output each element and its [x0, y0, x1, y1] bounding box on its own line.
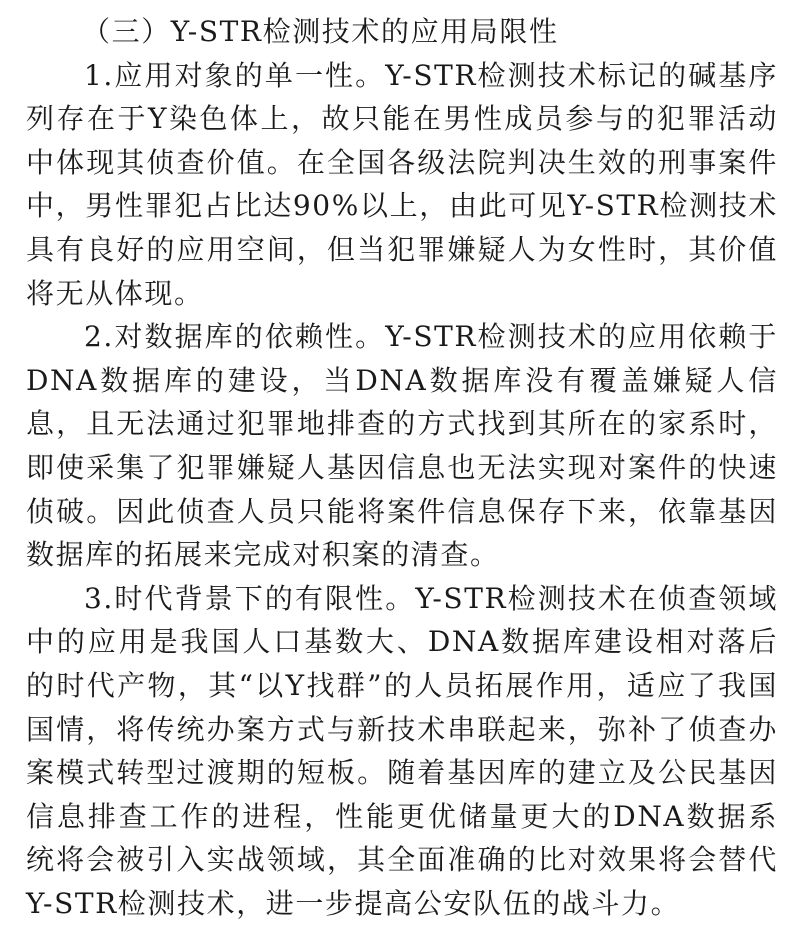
document-page — [26, 10, 778, 925]
paragraph-era-limitation: 3.时代背景下的有限性。Y-STR检测技术在侦查领域中的应用是我国人口基数大、DNA数据库建设相对落后的时代产物，其“以Y找群”的人员拓展作用，适应了我国国情，将传统办案方式与新技术串联起来，弥补了侦查办案模式转型过渡期的短板。随着基因库的建立及公民基因信息排查工作的进程，性能更优储量更大的DNA数据系统将会被引入实战领域，其全面准确的比对效果将会替代Y-STR检测技术，进一步提高公安队伍的战斗力。 — [26, 581, 778, 920]
paragraph-single-object: 1.应用对象的单一性。Y-STR检测技术标记的碱基序列存在于Y染色体上，故只能在男性成员参与的犯罪活动中体现其侦查价值。在全国各级法院判决生效的刑事案件中，男性罪犯占比达90%以上，由此可见Y-STR检测技术具有良好的应用空间，但当犯罪嫌疑人为女性时，其价值将无从体现。 — [26, 58, 778, 310]
section-heading: （三）Y-STR检测技术的应用局限性 — [82, 15, 559, 48]
paragraph-database-dependency: 2.对数据库的依赖性。Y-STR检测技术的应用依赖于DNA数据库的建设，当DNA数据库没有覆盖嫌疑人信息，且无法通过犯罪地排查的方式找到其所在的家系时，即使采集了犯罪嫌疑人基因信息也无法实现对案件的快速侦破。因此侦查人员只能将案件信息保存下来，依靠基因数据库的拓展来完成对积案的清查。 — [26, 320, 778, 572]
